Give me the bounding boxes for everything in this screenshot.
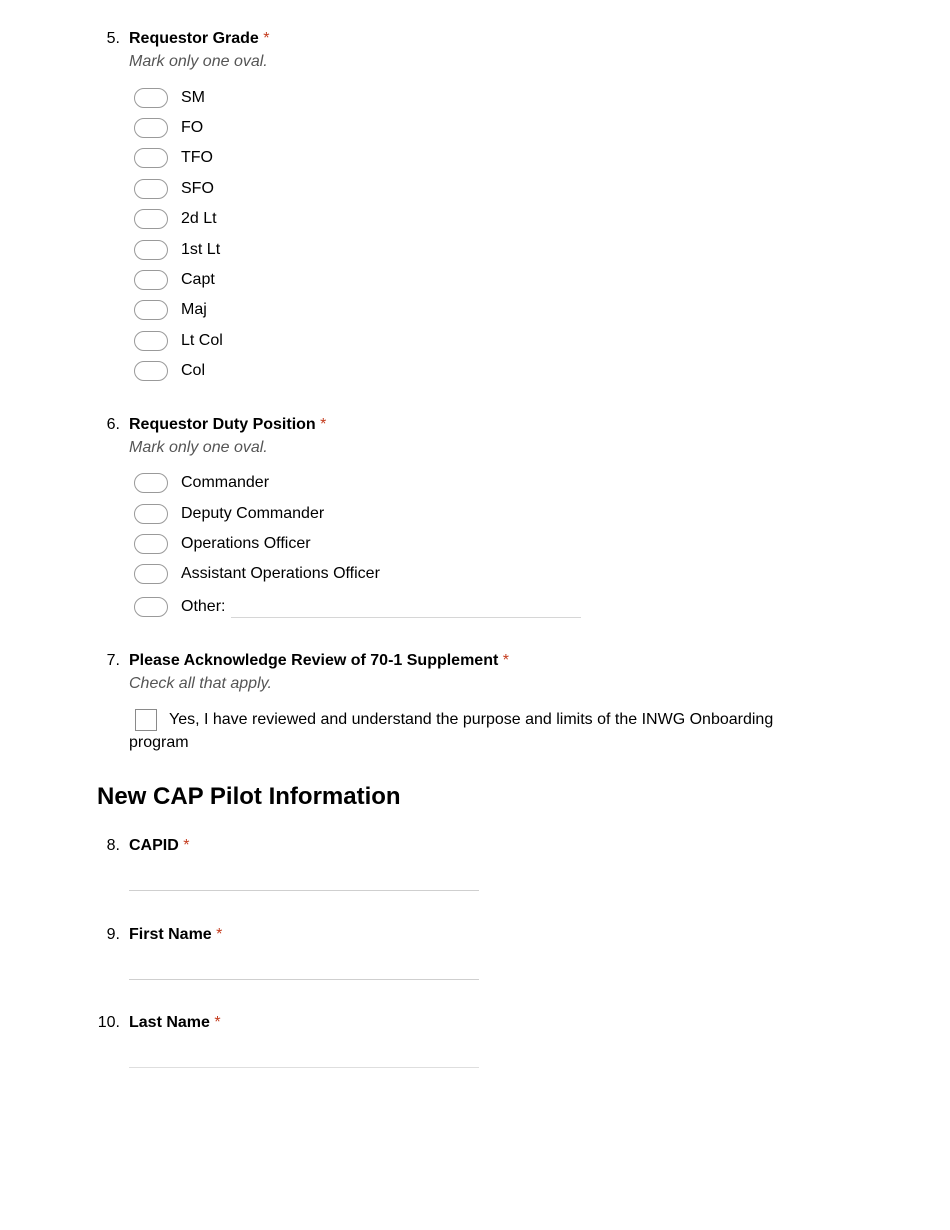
radio-option-commander[interactable]	[134, 471, 269, 495]
required-asterisk: *	[320, 416, 327, 433]
required-asterisk: *	[216, 926, 223, 943]
question-title	[129, 30, 270, 48]
radio-option-operations-officer[interactable]	[134, 532, 311, 556]
radio-oval[interactable]	[134, 361, 168, 381]
option-label: Commander	[181, 474, 270, 491]
question-title	[129, 926, 222, 944]
question-help: Check all that apply.	[129, 675, 272, 692]
other-text-input[interactable]	[231, 617, 581, 618]
radio-oval[interactable]	[134, 534, 168, 554]
option-label: Assistant Operations Officer	[181, 565, 380, 582]
checkbox-label: Yes, I have reviewed and understand the purpose and limits of the INWG Onboarding program	[129, 711, 774, 751]
question-title-text: Please Acknowledge Review of 70-1 Supplement	[129, 652, 499, 669]
radio-oval[interactable]	[134, 331, 168, 351]
question-number: 6.	[106, 416, 120, 433]
radio-oval[interactable]	[134, 88, 168, 108]
radio-oval[interactable]	[134, 148, 168, 168]
radio-option-maj[interactable]	[134, 298, 207, 322]
radio-option-fo[interactable]	[134, 116, 203, 140]
radio-option-other[interactable]	[134, 595, 225, 619]
required-asterisk: *	[214, 1014, 221, 1031]
radio-option-sfo[interactable]	[134, 177, 214, 201]
question-number: 5.	[106, 30, 120, 47]
question-title-text: Requestor Duty Position	[129, 416, 316, 433]
radio-oval[interactable]	[134, 240, 168, 260]
question-number: 8.	[106, 837, 120, 854]
question-title	[129, 837, 189, 855]
radio-option-lt-col[interactable]	[134, 329, 223, 353]
radio-oval[interactable]	[134, 209, 168, 229]
capid-input[interactable]	[129, 890, 479, 891]
radio-oval[interactable]	[134, 597, 168, 617]
radio-option-2d-lt[interactable]	[134, 207, 217, 231]
question-number: 7.	[106, 652, 120, 669]
question-title-text: CAPID	[129, 837, 179, 854]
option-label: Capt	[181, 271, 215, 288]
radio-option-assistant-operations-officer[interactable]	[134, 562, 380, 586]
question-title-text: Last Name	[129, 1014, 210, 1031]
option-label: 1st Lt	[181, 241, 221, 258]
radio-oval[interactable]	[134, 564, 168, 584]
radio-option-sm[interactable]	[134, 86, 205, 110]
radio-oval[interactable]	[134, 270, 168, 290]
radio-option-tfo[interactable]	[134, 146, 213, 170]
radio-oval[interactable]	[134, 179, 168, 199]
option-label: Maj	[181, 301, 207, 318]
question-title-text: Requestor Grade	[129, 30, 259, 47]
radio-option-deputy-commander[interactable]	[134, 502, 324, 526]
required-asterisk: *	[263, 30, 270, 47]
question-title	[129, 1014, 221, 1032]
option-label: Col	[181, 362, 206, 379]
option-label: SM	[181, 89, 205, 106]
question-title	[129, 416, 326, 434]
radio-oval[interactable]	[134, 473, 168, 493]
radio-oval[interactable]	[134, 504, 168, 524]
option-label: Lt Col	[181, 332, 223, 349]
last-name-input[interactable]	[129, 1067, 479, 1068]
question-number: 10.	[97, 1014, 120, 1031]
question-title-text: First Name	[129, 926, 212, 943]
required-asterisk: *	[183, 837, 190, 854]
radio-option-1st-lt[interactable]	[134, 238, 220, 262]
first-name-input[interactable]	[129, 979, 479, 980]
option-label: 2d Lt	[181, 210, 217, 227]
question-title	[129, 652, 509, 670]
radio-option-col[interactable]	[134, 359, 205, 383]
radio-oval[interactable]	[134, 118, 168, 138]
radio-option-capt[interactable]	[134, 268, 215, 292]
question-help: Mark only one oval.	[129, 439, 268, 456]
option-label: SFO	[181, 180, 214, 197]
option-label: Operations Officer	[181, 535, 311, 552]
required-asterisk: *	[502, 652, 509, 669]
question-number: 9.	[106, 926, 120, 943]
radio-oval[interactable]	[134, 300, 168, 320]
section-title: New CAP Pilot Information	[97, 783, 401, 810]
option-label: Deputy Commander	[181, 505, 325, 522]
question-help: Mark only one oval.	[129, 53, 268, 70]
option-label: TFO	[181, 149, 213, 166]
option-label: FO	[181, 119, 204, 136]
option-label: Other:	[181, 598, 226, 615]
